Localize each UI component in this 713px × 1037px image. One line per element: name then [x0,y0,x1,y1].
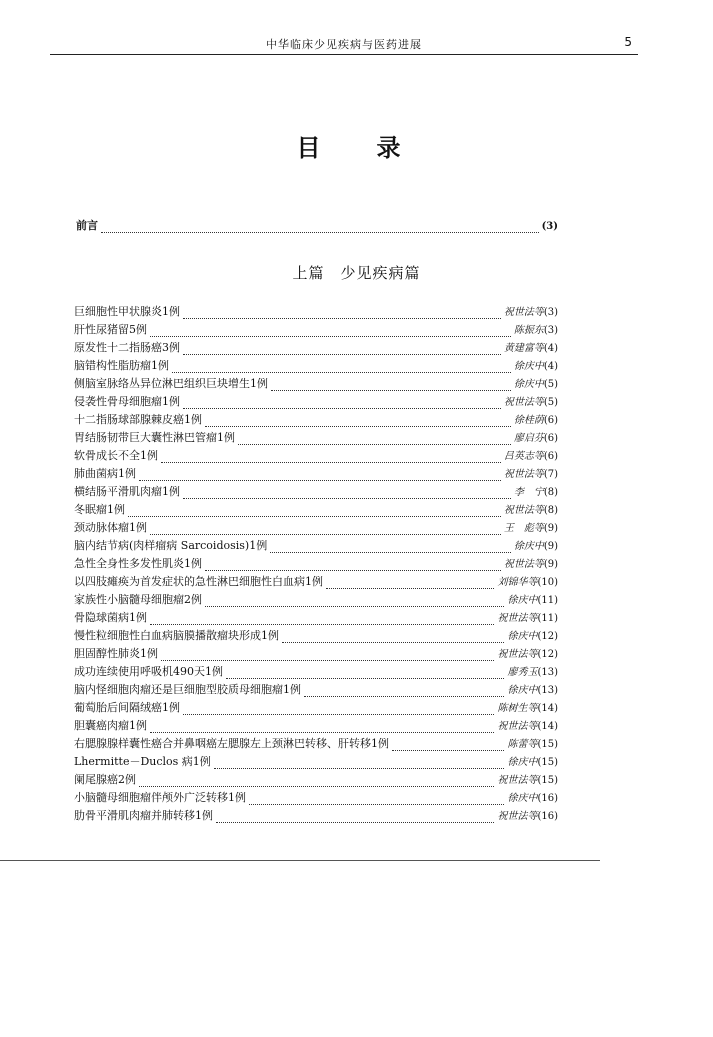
dot-leader [139,470,501,481]
entry-page: (14) [537,703,558,714]
running-title: 中华临床少见疾病与医药进展 [266,38,422,51]
entry-page: (9) [543,559,558,570]
entry-page: (8) [543,487,558,498]
dot-leader [183,398,501,409]
dot-leader [150,326,511,337]
dot-leader [128,506,501,517]
entry-author: 徐庆中 [507,631,538,642]
entry-page: (3) [541,221,558,232]
dot-leader [304,686,504,697]
entry-title: 右腮腺腺样囊性癌合并鼻咽癌左腮腺左上颈淋巴转移、肝转移1例 [74,737,389,750]
entry-author: 王 彪等 [503,523,544,534]
dot-leader [271,380,511,391]
entry-page: (7) [543,469,558,480]
dot-leader [214,758,505,769]
toc-entry [74,627,558,645]
toc-entry [74,735,558,753]
entry-page: (9) [543,523,558,534]
entry-page: (4) [543,343,558,354]
entry-title: 胆囊癌肉瘤1例 [74,719,147,732]
entry-page: (4) [543,361,558,372]
running-header [50,30,638,55]
entry-author: 徐庆中 [507,595,538,606]
toc-title: 目录 [296,134,457,162]
entry-title: 十二指肠球部腺棘皮癌1例 [74,413,202,426]
page-number: 5 [624,35,632,49]
entry-title: 颈动脉体瘤1例 [74,521,147,534]
toc-entry [74,753,558,771]
dot-leader [205,560,501,571]
entry-title: 葡萄胎后间隔绒癌1例 [74,701,180,714]
entry-author: 徐桂荫 [513,415,544,426]
entry-page: (10) [537,577,558,588]
entry-page: (15) [537,775,558,786]
entry-author: 陈树生等 [497,703,538,714]
entry-title: 巨细胞性甲状腺炎1例 [74,305,180,318]
dot-leader [101,222,539,233]
entry-page: (3) [543,325,558,336]
entry-title: 小脑髓母细胞瘤伴颅外广泛转移1例 [74,791,246,804]
entry-title: 成功连续使用呼吸机490天1例 [74,665,223,678]
toc-entry [74,591,558,609]
entry-author: 祝世法等 [497,721,538,732]
entry-author: 祝世法等 [503,505,544,516]
toc-entry [74,519,558,537]
entry-title: 侧脑室脉络丛异位淋巴组织巨块增生1例 [74,377,268,390]
entry-author: 祝世法等 [497,811,538,822]
entry-author: 徐庆中 [513,541,544,552]
dot-leader [172,362,511,373]
entry-title: 肝性尿猪留5例 [74,323,147,336]
entry-page: (13) [537,667,558,678]
entry-page: (3) [543,307,558,318]
dot-leader [326,578,494,589]
dot-leader [150,524,501,535]
entry-page: (16) [537,793,558,804]
entry-title: 急性全身性多发性肌炎1例 [74,557,202,570]
dot-leader [238,434,511,445]
toc-entry [74,321,558,339]
entry-title: 前言 [76,219,98,232]
dot-leader [161,452,501,463]
preface-entry [76,217,558,235]
entry-title: 脑错构性脂肪瘤1例 [74,359,169,372]
toc-entry [74,501,558,519]
entry-author: 刘锦华等 [497,577,538,588]
toc-entry [74,645,558,663]
entry-page: (15) [537,757,558,768]
toc-entry [74,339,558,357]
dot-leader [183,704,494,715]
toc-entry [74,537,558,555]
entry-page: (6) [543,433,558,444]
entry-title: 以四肢瘫痪为首发症状的急性淋巴细胞性白血病1例 [74,575,323,588]
entry-author: 陈振东 [513,325,544,336]
dot-leader [226,668,504,679]
entry-page: (8) [543,505,558,516]
entry-title: 肋骨平滑肌肉瘤并肺转移1例 [74,809,213,822]
entry-title: 阑尾腺癌2例 [74,773,136,786]
entry-page: (11) [537,613,558,624]
dot-leader [270,542,511,553]
toc-entry [74,807,558,825]
entry-author: 祝世法等 [503,397,544,408]
entry-author: 祝世法等 [497,775,538,786]
entry-title: 胃结肠韧带巨大囊性淋巴管瘤1例 [74,431,235,444]
toc-entry [74,681,558,699]
entry-title: 侵袭性骨母细胞瘤1例 [74,395,180,408]
entry-title: 软骨成长不全1例 [74,449,158,462]
toc-entry [74,375,558,393]
entry-title: 脑内结节病(肉样瘤病 Sarcoidosis)1例 [74,539,268,552]
entry-author: 徐庆中 [513,361,544,372]
toc-entry [74,663,558,681]
entry-title: 脑内怪细胞肉瘤还是巨细胞型胶质母细胞瘤1例 [74,683,301,696]
entry-page: (14) [537,721,558,732]
entry-author: 李 宁 [513,487,544,498]
toc-entry [74,465,558,483]
entry-page: (5) [543,397,558,408]
entry-title: 横结肠平滑肌肉瘤1例 [74,485,180,498]
toc-entry [74,357,558,375]
entry-title: 冬眠瘤1例 [74,503,125,516]
entry-title: 原发性十二指肠癌3例 [74,341,180,354]
toc-entry [74,303,558,321]
dot-leader [150,722,494,733]
toc-entry [74,699,558,717]
toc-entry [74,573,558,591]
dot-leader [216,812,494,823]
entry-title: 胆固醇性肺炎1例 [74,647,158,660]
toc-entry [74,789,558,807]
entry-author: 徐庆中 [507,793,538,804]
entry-author: 徐庆中 [507,757,538,768]
entry-author: 祝世法等 [503,559,544,570]
dot-leader [392,740,504,751]
entry-author: 祝世法等 [497,649,538,660]
section-heading: 上篇 少见疾病篇 [292,264,421,282]
entry-page: (13) [537,685,558,696]
entry-page: (12) [537,631,558,642]
toc-entry [74,771,558,789]
entry-page: (12) [537,649,558,660]
dot-leader [150,614,494,625]
entry-page: (9) [543,541,558,552]
toc-entries [74,303,558,825]
entry-author: 徐庆中 [507,685,538,696]
entry-title: 骨隐球菌病1例 [74,611,147,624]
dot-leader [282,632,504,643]
footer-rule [0,860,600,861]
entry-author: 吕英志等 [503,451,544,462]
entry-page: (6) [543,451,558,462]
entry-title: Lhermitte－Duclos 病1例 [74,755,211,768]
entry-author: 徐庆中 [513,379,544,390]
toc-entry [74,483,558,501]
dot-leader [161,650,494,661]
entry-author: 祝世法等 [503,307,544,318]
entry-page: (6) [543,415,558,426]
toc-entry [74,555,558,573]
toc-entry [74,411,558,429]
entry-page: (5) [543,379,558,390]
dot-leader [205,416,511,427]
entry-author: 祝世法等 [497,613,538,624]
toc-entry [74,447,558,465]
toc-entry [74,717,558,735]
entry-author: 黄建富等 [503,343,544,354]
toc-entry [74,609,558,627]
dot-leader [183,344,501,355]
entry-author: 陈蕾等 [507,739,538,750]
dot-leader [205,596,504,607]
entry-title: 慢性粒细胞性白血病脑膜播散瘤块形成1例 [74,629,279,642]
toc-entry [74,429,558,447]
dot-leader [183,488,511,499]
entry-author: 廖启芬 [513,433,544,444]
dot-leader [249,794,504,805]
entry-title: 家族性小脑髓母细胞瘤2例 [74,593,202,606]
entry-page: (16) [537,811,558,822]
entry-author: 祝世法等 [503,469,544,480]
entry-author: 廖秀玉 [507,667,538,678]
toc-entry [74,393,558,411]
dot-leader [139,776,494,787]
entry-title: 肺曲菌病1例 [74,467,136,480]
entry-page: (15) [537,739,558,750]
entry-page: (11) [537,595,558,606]
dot-leader [183,308,501,319]
